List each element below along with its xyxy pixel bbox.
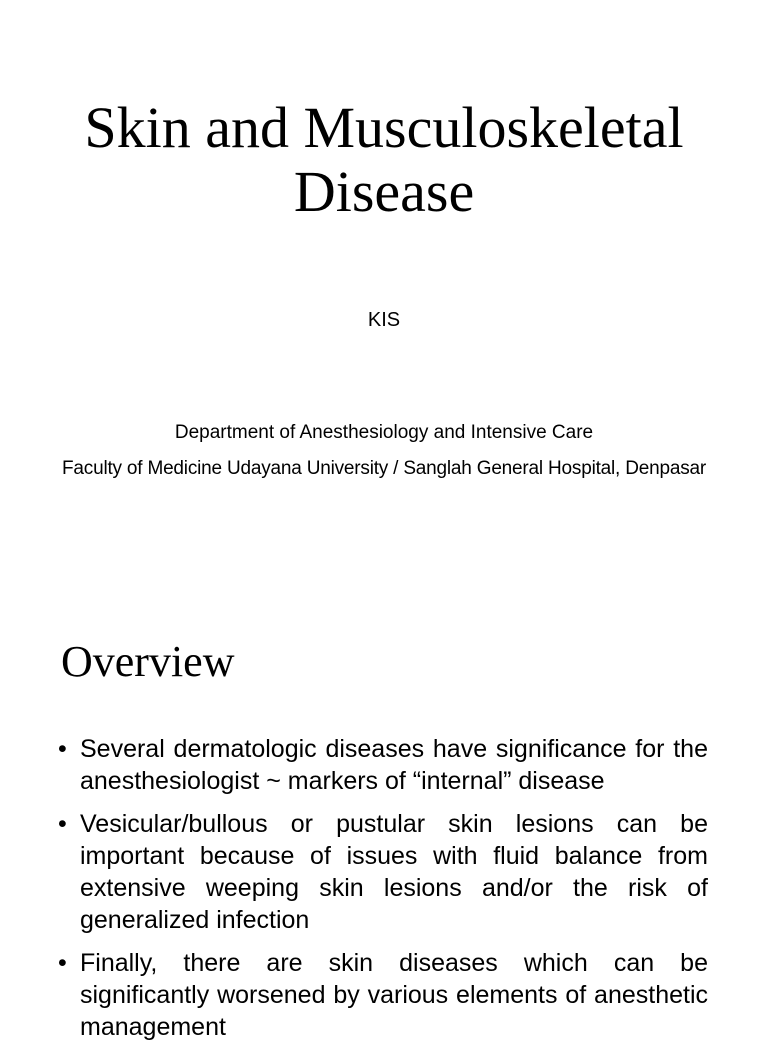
- bullet-icon: •: [58, 735, 67, 763]
- bullet-list: [58, 733, 708, 1054]
- author-name: KIS: [367, 309, 401, 331]
- bullet-item: [58, 947, 708, 1043]
- presentation-title: [0, 96, 768, 224]
- slide-title: Overview: [61, 637, 235, 686]
- bullet-icon: •: [58, 810, 67, 838]
- faculty-affiliation: Faculty of Medicine Udayana University / Sanglah General Hospital, Denpasar: [62, 458, 706, 479]
- bullet-text: Finally, there are skin diseases which can be significantly worsened by various elements of anesthetic management: [80, 949, 708, 1041]
- department-affiliation: Department of Anesthesiology and Intensive Care: [174, 422, 594, 443]
- bullet-text: Vesicular/bullous or pustular skin lesions can be important because of issues with fluid balance from extensive weeping skin lesions and/or the risk of generalized infection: [80, 810, 708, 934]
- title-line-1: Skin and Musculoskeletal: [84, 95, 684, 160]
- overview-slide: [0, 596, 768, 1041]
- title-line-2: Disease: [293, 159, 475, 224]
- bullet-icon: •: [58, 949, 67, 977]
- bullet-item: [58, 733, 708, 797]
- bullet-text: Several dermatologic diseases have significance for the anesthesiologist ~ markers of “internal” disease: [80, 735, 708, 795]
- bullet-item: [58, 808, 708, 936]
